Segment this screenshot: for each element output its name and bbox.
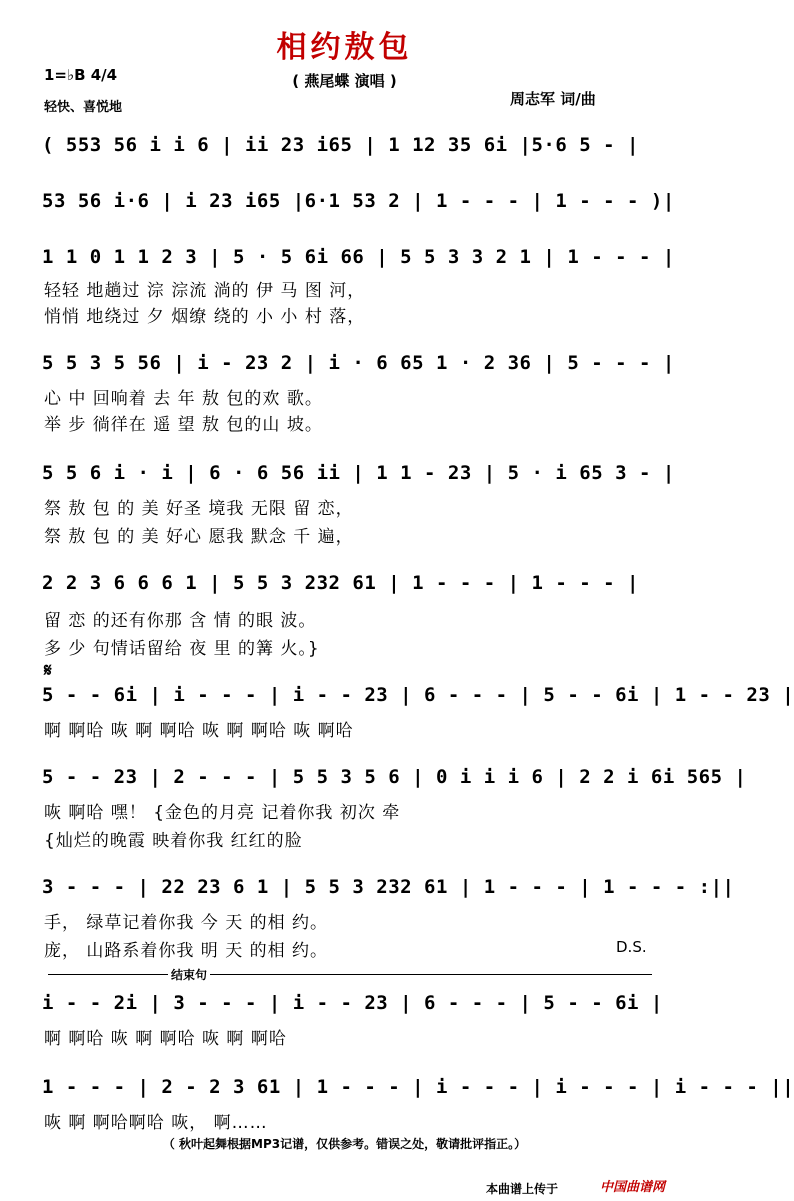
- lyric-row-9-line-1: 手， 绿草记着你我 今 天 的相 约。: [44, 913, 329, 933]
- lyric-row-6-line-2: 多 少 句情话留给 夜 里 的篝 火。}: [44, 639, 320, 659]
- segno-sign: 𝄋: [44, 660, 52, 681]
- notation-row-11: 1 - - - | 2 - 2 3 61 | 1 - - - | i - - - | i - - - | i - - - ||: [42, 1076, 794, 1098]
- notation-row-10: i - - 2i | 3 - - - | i - - 23 | 6 - - - | 5 - - 6i |: [42, 992, 663, 1014]
- lyric-row-6-line-1: 留 恋 的还有你那 含 情 的眼 波。: [44, 611, 317, 631]
- notation-row-3: 1 1 0 1 1 2 3 | 5 · 5 6i 66 | 5 5 3 3 2 1 | 1 - - - |: [42, 246, 675, 268]
- lyric-row-3-line-2: 悄悄 地绕过 夕 烟缭 绕的 小 小 村 落，: [44, 307, 366, 327]
- composer-credit: 周志军 词/曲: [510, 90, 596, 108]
- dal-segno-mark: D.S.: [616, 938, 647, 956]
- notation-row-4: 5 5 3 5 56 | i - 23 2 | i · 6 65 1 · 2 36 | 5 - - - |: [42, 352, 675, 374]
- notation-row-9: 3 - - - | 22 23 6 1 | 5 5 3 232 61 | 1 - - - | 1 - - - :||: [42, 876, 735, 898]
- transcriber-footnote: （ 秋叶起舞根据MP3记谱，仅供参考。错误之处，敬请批评指正。）: [162, 1137, 527, 1151]
- notation-row-2: 53 56 i·6 | i 23 i65 |6·1 53 2 | 1 - - - | 1 - - - )|: [42, 190, 675, 212]
- tempo-marking: 轻快、喜悦地: [44, 100, 123, 115]
- lyric-row-4-line-2: 举 步 徜徉在 遥 望 敖 包的山 坡。: [44, 415, 323, 435]
- performer-subtitle: ( 燕尾蝶 演唱 ): [292, 72, 397, 90]
- notation-row-5: 5 5 6 i · i | 6 · 6 56 ii | 1 1 - 23 | 5 · i 65 3 - |: [42, 462, 675, 484]
- key-signature: 1=♭B 4/4: [44, 66, 118, 84]
- upload-credit: 本曲谱上传于: [486, 1182, 559, 1196]
- site-logo[interactable]: 中国曲谱网: [600, 1180, 666, 1195]
- page-title: 相约敖包: [276, 30, 413, 65]
- end-section-label: 结束句: [168, 966, 210, 983]
- lyric-row-10-line-1: 啊 啊哈 咴 啊 啊哈 咴 啊 啊哈: [44, 1029, 287, 1049]
- lyric-row-9-line-2: 庞， 山路系着你我 明 天 的相 约。: [44, 941, 329, 961]
- lyric-row-8-line-2: {灿烂的晚霞 映着你我 红红的脸: [44, 831, 303, 851]
- lyric-row-4-line-1: 心 中 回响着 去 年 敖 包的欢 歌。: [44, 389, 323, 409]
- lyric-row-3-line-1: 轻轻 地趟过 淙 淙流 淌的 伊 马 图 河，: [44, 281, 366, 301]
- end-section-line: [48, 974, 652, 975]
- notation-row-7: 5 - - 6i | i - - - | i - - 23 | 6 - - - | 5 - - 6i | 1 - - 23 |: [42, 684, 794, 706]
- lyric-row-11-line-1: 咴 啊 啊哈啊哈 咴， 啊……: [44, 1113, 268, 1133]
- notation-row-6: 2 2 3 6 6 6 1 | 5 5 3 232 61 | 1 - - - | 1 - - - |: [42, 572, 639, 594]
- notation-row-1: ( 553 56 i i 6 | ii 23 i65 | 1 12 35 6i |5·6 5 - |: [42, 134, 639, 156]
- lyric-row-5-line-1: 祭 敖 包 的 美 好圣 境我 无限 留 恋，: [44, 499, 354, 519]
- lyric-row-5-line-2: 祭 敖 包 的 美 好心 愿我 默念 千 遍，: [44, 527, 354, 547]
- lyric-row-8-line-1: 咴 啊哈 嘿！ {金色的月亮 记着你我 初次 牵: [44, 803, 401, 823]
- lyric-row-7-line-1: 啊 啊哈 咴 啊 啊哈 咴 啊 啊哈 咴 啊哈: [44, 721, 354, 741]
- notation-row-8: 5 - - 23 | 2 - - - | 5 5 3 5 6 | 0 i i i 6 | 2 2 i 6i 565 |: [42, 766, 747, 788]
